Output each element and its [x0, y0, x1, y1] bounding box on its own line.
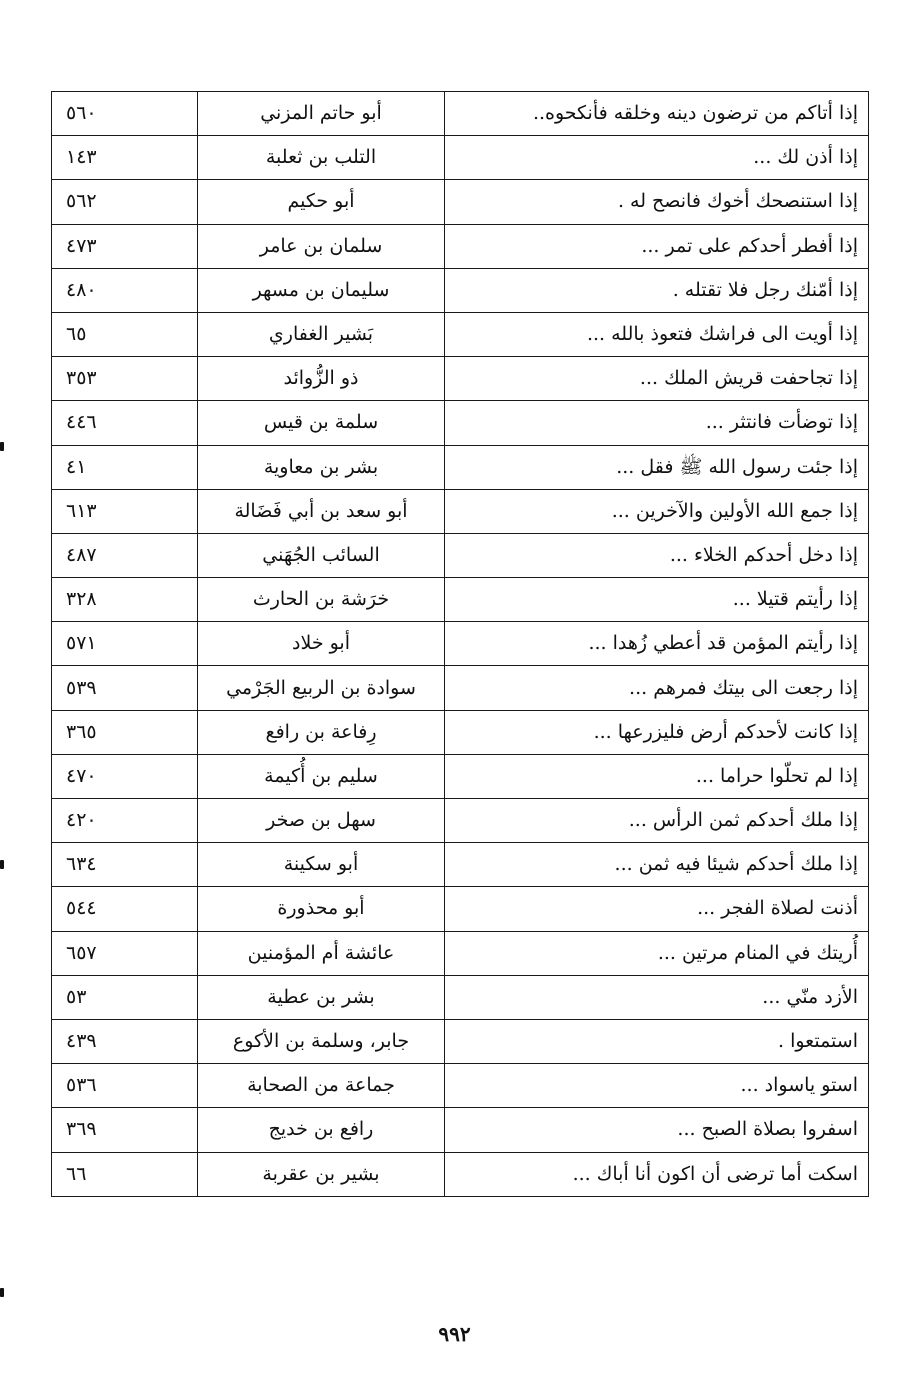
narrator-cell: رِفاعة بن رافع [198, 710, 445, 754]
page-number-cell: ٥٦٠ [52, 92, 198, 136]
scan-margin-mark [0, 442, 4, 451]
page-number-cell: ١٤٣ [52, 136, 198, 180]
hadith-text-cell: إذا رجعت الى بيتك فمرهم ... [445, 666, 869, 710]
hadith-text-cell: اسكت أما ترضى أن اكون أنا أباك ... [445, 1152, 869, 1196]
hadith-text-cell: إذا كانت لأحدكم أرض فليزرعها ... [445, 710, 869, 754]
table-row [52, 1152, 869, 1196]
hadith-text-cell: إذا أمّنك رجل فلا تقتله . [445, 268, 869, 312]
page-number: ٩٩٢ [438, 1322, 471, 1346]
table-row [52, 268, 869, 312]
hadith-text-cell: إذا رأيتم قتيلا ... [445, 578, 869, 622]
narrator-cell: بشر بن معاوية [198, 445, 445, 489]
hadith-text-cell: إذا توضأت فانتثر ... [445, 401, 869, 445]
narrator-cell: جماعة من الصحابة [198, 1064, 445, 1108]
hadith-index-table [51, 91, 869, 1197]
narrator-cell: أبو حكيم [198, 180, 445, 224]
table-row [52, 136, 869, 180]
page-number-cell: ٤٤٦ [52, 401, 198, 445]
table-row [52, 666, 869, 710]
narrator-cell: سهل بن صخر [198, 799, 445, 843]
page-number-cell: ٥٤٤ [52, 887, 198, 931]
hadith-text-cell: أُريتك في المنام مرتين ... [445, 931, 869, 975]
page-number-cell: ٤٣٩ [52, 1019, 198, 1063]
page-number-cell: ٤٧٣ [52, 224, 198, 268]
table-row [52, 401, 869, 445]
page-number-cell: ٥٧١ [52, 622, 198, 666]
hadith-text-cell: إذا جمع الله الأولين والآخرين ... [445, 489, 869, 533]
narrator-cell: أبو خلاد [198, 622, 445, 666]
hadith-text-cell: أذنت لصلاة الفجر ... [445, 887, 869, 931]
table-row [52, 1019, 869, 1063]
table-row [52, 180, 869, 224]
page-number-cell: ٣٦٥ [52, 710, 198, 754]
narrator-cell: جابر، وسلمة بن الأكوع [198, 1019, 445, 1063]
page-number-cell: ٣٦٩ [52, 1108, 198, 1152]
scan-margin-mark [0, 1288, 4, 1297]
page-number-cell: ٥٦٢ [52, 180, 198, 224]
narrator-cell: بَشير الغفاري [198, 312, 445, 356]
hadith-text-cell: إذا أفطر أحدكم على تمر ... [445, 224, 869, 268]
page-number-cell: ٦٥٧ [52, 931, 198, 975]
table-row [52, 799, 869, 843]
page-number-cell: ٦٥ [52, 312, 198, 356]
narrator-cell: سلمة بن قيس [198, 401, 445, 445]
hadith-text-cell: إذا ملك أحدكم شيئا فيه ثمن ... [445, 843, 869, 887]
hadith-text-cell: إذا رأيتم المؤمن قد أعطي زُهدا ... [445, 622, 869, 666]
table-row [52, 445, 869, 489]
narrator-cell: ذو الزُّوائد [198, 357, 445, 401]
hadith-text-cell: إذا استنصحك أخوك فانصح له . [445, 180, 869, 224]
page-number-cell: ٦٣٤ [52, 843, 198, 887]
page-number-cell: ٦٦ [52, 1152, 198, 1196]
table-row [52, 312, 869, 356]
table-row [52, 1064, 869, 1108]
hadith-text-cell: إذا دخل أحدكم الخلاء ... [445, 533, 869, 577]
page-number-cell: ٤٧٠ [52, 754, 198, 798]
narrator-cell: بشير بن عقربة [198, 1152, 445, 1196]
narrator-cell: عائشة أم المؤمنين [198, 931, 445, 975]
hadith-text-cell: إذا جئت رسول الله ﷺ فقل ... [445, 445, 869, 489]
narrator-cell: أبو محذورة [198, 887, 445, 931]
hadith-text-cell: إذا تجاحفت قريش الملك ... [445, 357, 869, 401]
narrator-cell: السائب الجُهَني [198, 533, 445, 577]
table-body [52, 92, 869, 1197]
hadith-text-cell: الأزد منّي ... [445, 975, 869, 1019]
hadith-text-cell: إذا ملك أحدكم ثمن الرأس ... [445, 799, 869, 843]
table-row [52, 92, 869, 136]
page-number-cell: ٥٣٦ [52, 1064, 198, 1108]
table-row [52, 1108, 869, 1152]
table-row [52, 578, 869, 622]
page-number-cell: ٥٣٩ [52, 666, 198, 710]
hadith-text-cell: إذا أتاكم من ترضون دينه وخلقه فأنكحوه.. [445, 92, 869, 136]
hadith-text-cell: استمتعوا . [445, 1019, 869, 1063]
page-number-cell: ٤١ [52, 445, 198, 489]
hadith-text-cell: استو ياسواد ... [445, 1064, 869, 1108]
table-row [52, 224, 869, 268]
table-row [52, 931, 869, 975]
table-row [52, 887, 869, 931]
table-row [52, 533, 869, 577]
table-row [52, 710, 869, 754]
hadith-text-cell: إذا أويت الى فراشك فتعوذ بالله ... [445, 312, 869, 356]
narrator-cell: أبو سعد بن أبي فَضَالة [198, 489, 445, 533]
page-number-cell: ٣٢٨ [52, 578, 198, 622]
narrator-cell: أبو حاتم المزني [198, 92, 445, 136]
narrator-cell: أبو سكينة [198, 843, 445, 887]
narrator-cell: رافع بن خديج [198, 1108, 445, 1152]
page-number-cell: ٣٥٣ [52, 357, 198, 401]
page-number-cell: ٤٨٠ [52, 268, 198, 312]
hadith-text-cell: إذا لم تحلّوا حراما ... [445, 754, 869, 798]
table-row [52, 357, 869, 401]
page-number-cell: ٤٨٧ [52, 533, 198, 577]
narrator-cell: سوادة بن الربيع الجَرْمي [198, 666, 445, 710]
table-row [52, 843, 869, 887]
table-row [52, 754, 869, 798]
narrator-cell: سلمان بن عامر [198, 224, 445, 268]
scan-margin-mark [0, 860, 4, 869]
narrator-cell: خرَشة بن الحارث [198, 578, 445, 622]
narrator-cell: سليم بن أُكيمة [198, 754, 445, 798]
hadith-text-cell: إذا أذن لك ... [445, 136, 869, 180]
table-row [52, 622, 869, 666]
hadith-text-cell: اسفروا بصلاة الصبح ... [445, 1108, 869, 1152]
page-number-cell: ٤٢٠ [52, 799, 198, 843]
table-row [52, 975, 869, 1019]
page-number-cell: ٥٣ [52, 975, 198, 1019]
narrator-cell: التلب بن ثعلبة [198, 136, 445, 180]
page-number-cell: ٦١٣ [52, 489, 198, 533]
narrator-cell: بشر بن عطية [198, 975, 445, 1019]
table-row [52, 489, 869, 533]
narrator-cell: سليمان بن مسهر [198, 268, 445, 312]
